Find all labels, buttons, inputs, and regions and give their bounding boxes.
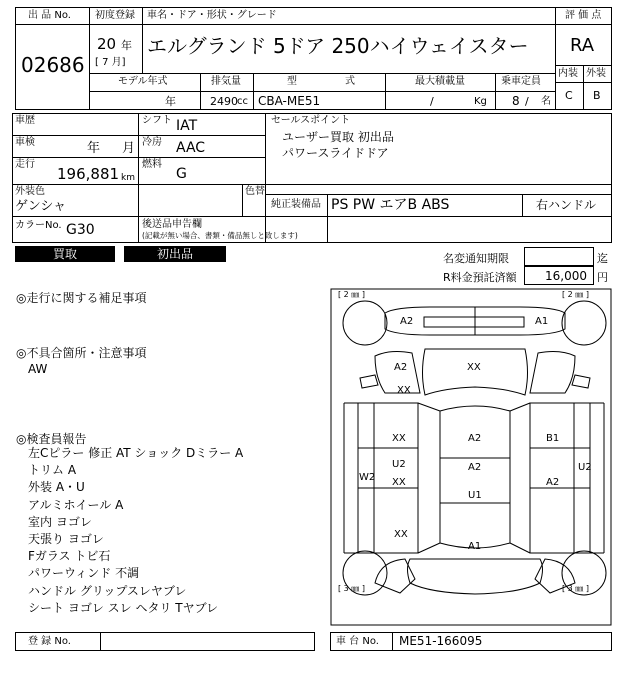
left-rear-door-2: XX [392,477,406,488]
first-reg-year: 20 [97,35,117,53]
inspector-line: パワーウィンド 不調 [28,566,140,581]
history-label: 車歴 [15,115,35,126]
hood-mark: XX [467,362,481,373]
defects-text: AW [28,362,48,376]
type-label-2: 式 [345,76,355,87]
ac: AAC [176,140,206,156]
model-year-unit: 年 [165,95,176,108]
first-listing-tag: 初出品 [124,246,226,262]
first-reg-label: 初度登録 [95,10,135,21]
model-year-label: モデル年式 [118,76,168,87]
displacement: 2490 [210,95,238,108]
inspector-line: アルミホイール A [28,497,124,512]
sales-point-2: パワースライドドア [282,146,389,160]
rear-bumper: A1 [468,541,482,552]
displacement-label: 排気量 [211,76,241,87]
equipment: PS PW エアB ABS [331,197,450,213]
capacity-label: 乗車定員 [501,76,541,87]
tire-fl-depth: [ 2 ㎜ ] [338,290,365,299]
reg-no-label: 登 録 No. [28,636,71,647]
year-unit: 年 [121,39,132,52]
right-rear-door: A2 [546,477,560,488]
recycle-amount: 16,000 [545,269,587,283]
type-label-1: 型 [287,76,297,87]
aftermarket-label: 後送品申告欄 [142,219,202,230]
model-code: CBA-ME51 [258,94,321,108]
capacity: 8 [512,94,520,108]
exterior-grade: B [593,89,601,102]
interior-label: 内装 [558,68,578,79]
driving-header: ◎走行に関する補足事項 [16,291,147,305]
lot-no: 02686 [21,53,85,77]
name-change-unit: 迄 [597,252,608,265]
ac-label: 冷房 [142,137,162,148]
tire-rr-depth: [ 3 ㎜ ] [562,584,589,593]
color-change-label: 色替 [245,186,265,197]
exterior-label: 外装 [586,68,606,79]
mileage-label: 走行 [15,159,35,170]
sales-point-1: ユーザー買取 初出品 [282,130,394,144]
name-change-label: 名変通知期限 [443,252,509,265]
roof-3: U1 [468,490,482,501]
sales-point-label: セールスポイント [271,115,351,126]
color-no: G30 [66,222,95,238]
tire-fr-depth: [ 2 ㎜ ] [562,290,589,299]
inspector-line: トリム A [28,463,77,478]
shift: IAT [176,118,198,134]
shift-label: シフト [142,115,172,126]
inspector-line: ハンドル グリップスレヤブレ [28,583,187,598]
capacity-slash: / [525,95,529,108]
displacement-unit: cc [237,96,248,107]
equipment-label: 純正装備品 [271,199,321,210]
inspector-line: 室内 ヨゴレ [28,514,92,529]
lot-no-label: 出 品 No. [28,10,71,21]
car-name: エルグランド 5ドア 250ハイウェイスター [147,34,529,58]
ext-color-label: 外装色 [15,186,45,197]
inspector-line: シート ヨゴレ スレ ヘタリ Tヤブレ [28,600,219,615]
left-fender-1: A2 [394,362,408,373]
ext-color: ゲンシャ [15,199,67,214]
tire-fl [343,301,387,345]
fuel-label: 燃料 [142,159,162,170]
max-load-slash: / [430,95,434,108]
chassis-no: ME51-166095 [399,634,483,648]
tire-rl-depth: [ 3 ㎜ ] [338,584,365,593]
aftermarket-note: (記載が無い場合、書類・備品無しと致します) [142,231,298,240]
right-sill: U2 [578,462,592,473]
left-rear-door-1: U2 [392,459,406,470]
inspection-year-unit: 年 [87,141,101,156]
inspection-month-unit: 月 [122,141,136,156]
name-change-box [524,247,594,266]
tire-fr [562,301,606,345]
left-sill: W2 [359,472,376,483]
steering: 右ハンドル [536,198,597,212]
max-load-unit: Kg [474,96,487,107]
roof-1: A2 [468,433,482,444]
inspector-line: 左Cピラー 修正 AT ショック Dミラー A [28,446,244,460]
inspector-header: ◎検査員報告 [16,432,87,446]
car-name-label: 車名・ドア・形状・グレード [147,10,277,21]
recycle-label: R料金預託済額 [443,271,517,284]
first-reg-month: [ 7 月] [95,57,126,68]
front-bumper-right: A1 [535,316,549,327]
inspector-line: 天張り ヨゴレ [28,532,104,546]
roof-2: A2 [468,462,482,473]
left-front-door: XX [392,433,406,444]
left-fender-2: XX [397,385,411,396]
right-front-door: B1 [546,433,560,444]
color-no-label: カラーNo. [15,220,62,231]
chassis-no-label: 車 台 No. [336,636,379,647]
left-quarter: XX [394,529,408,540]
recycle-unit: 円 [597,271,608,284]
max-load-label: 最大積載量 [415,76,465,87]
purchase-tag: 買取 [15,246,115,262]
interior-grade: C [565,89,573,102]
mileage: 196,881 [57,165,120,183]
score-label: 評 価 点 [565,10,602,21]
inspection-label: 車検 [15,137,35,148]
defects-header: ◎不具合箇所・注意事項 [16,346,147,360]
mileage-unit: km [121,173,135,183]
score: RA [570,35,595,56]
front-bumper-left: A2 [400,316,414,327]
inspector-line: Fガラス トビ石 [28,549,111,564]
inspector-line: 外装 A・U [28,480,85,495]
car-damage-diagram [330,283,612,629]
capacity-unit: 名 [541,96,551,107]
fuel: G [176,166,187,182]
